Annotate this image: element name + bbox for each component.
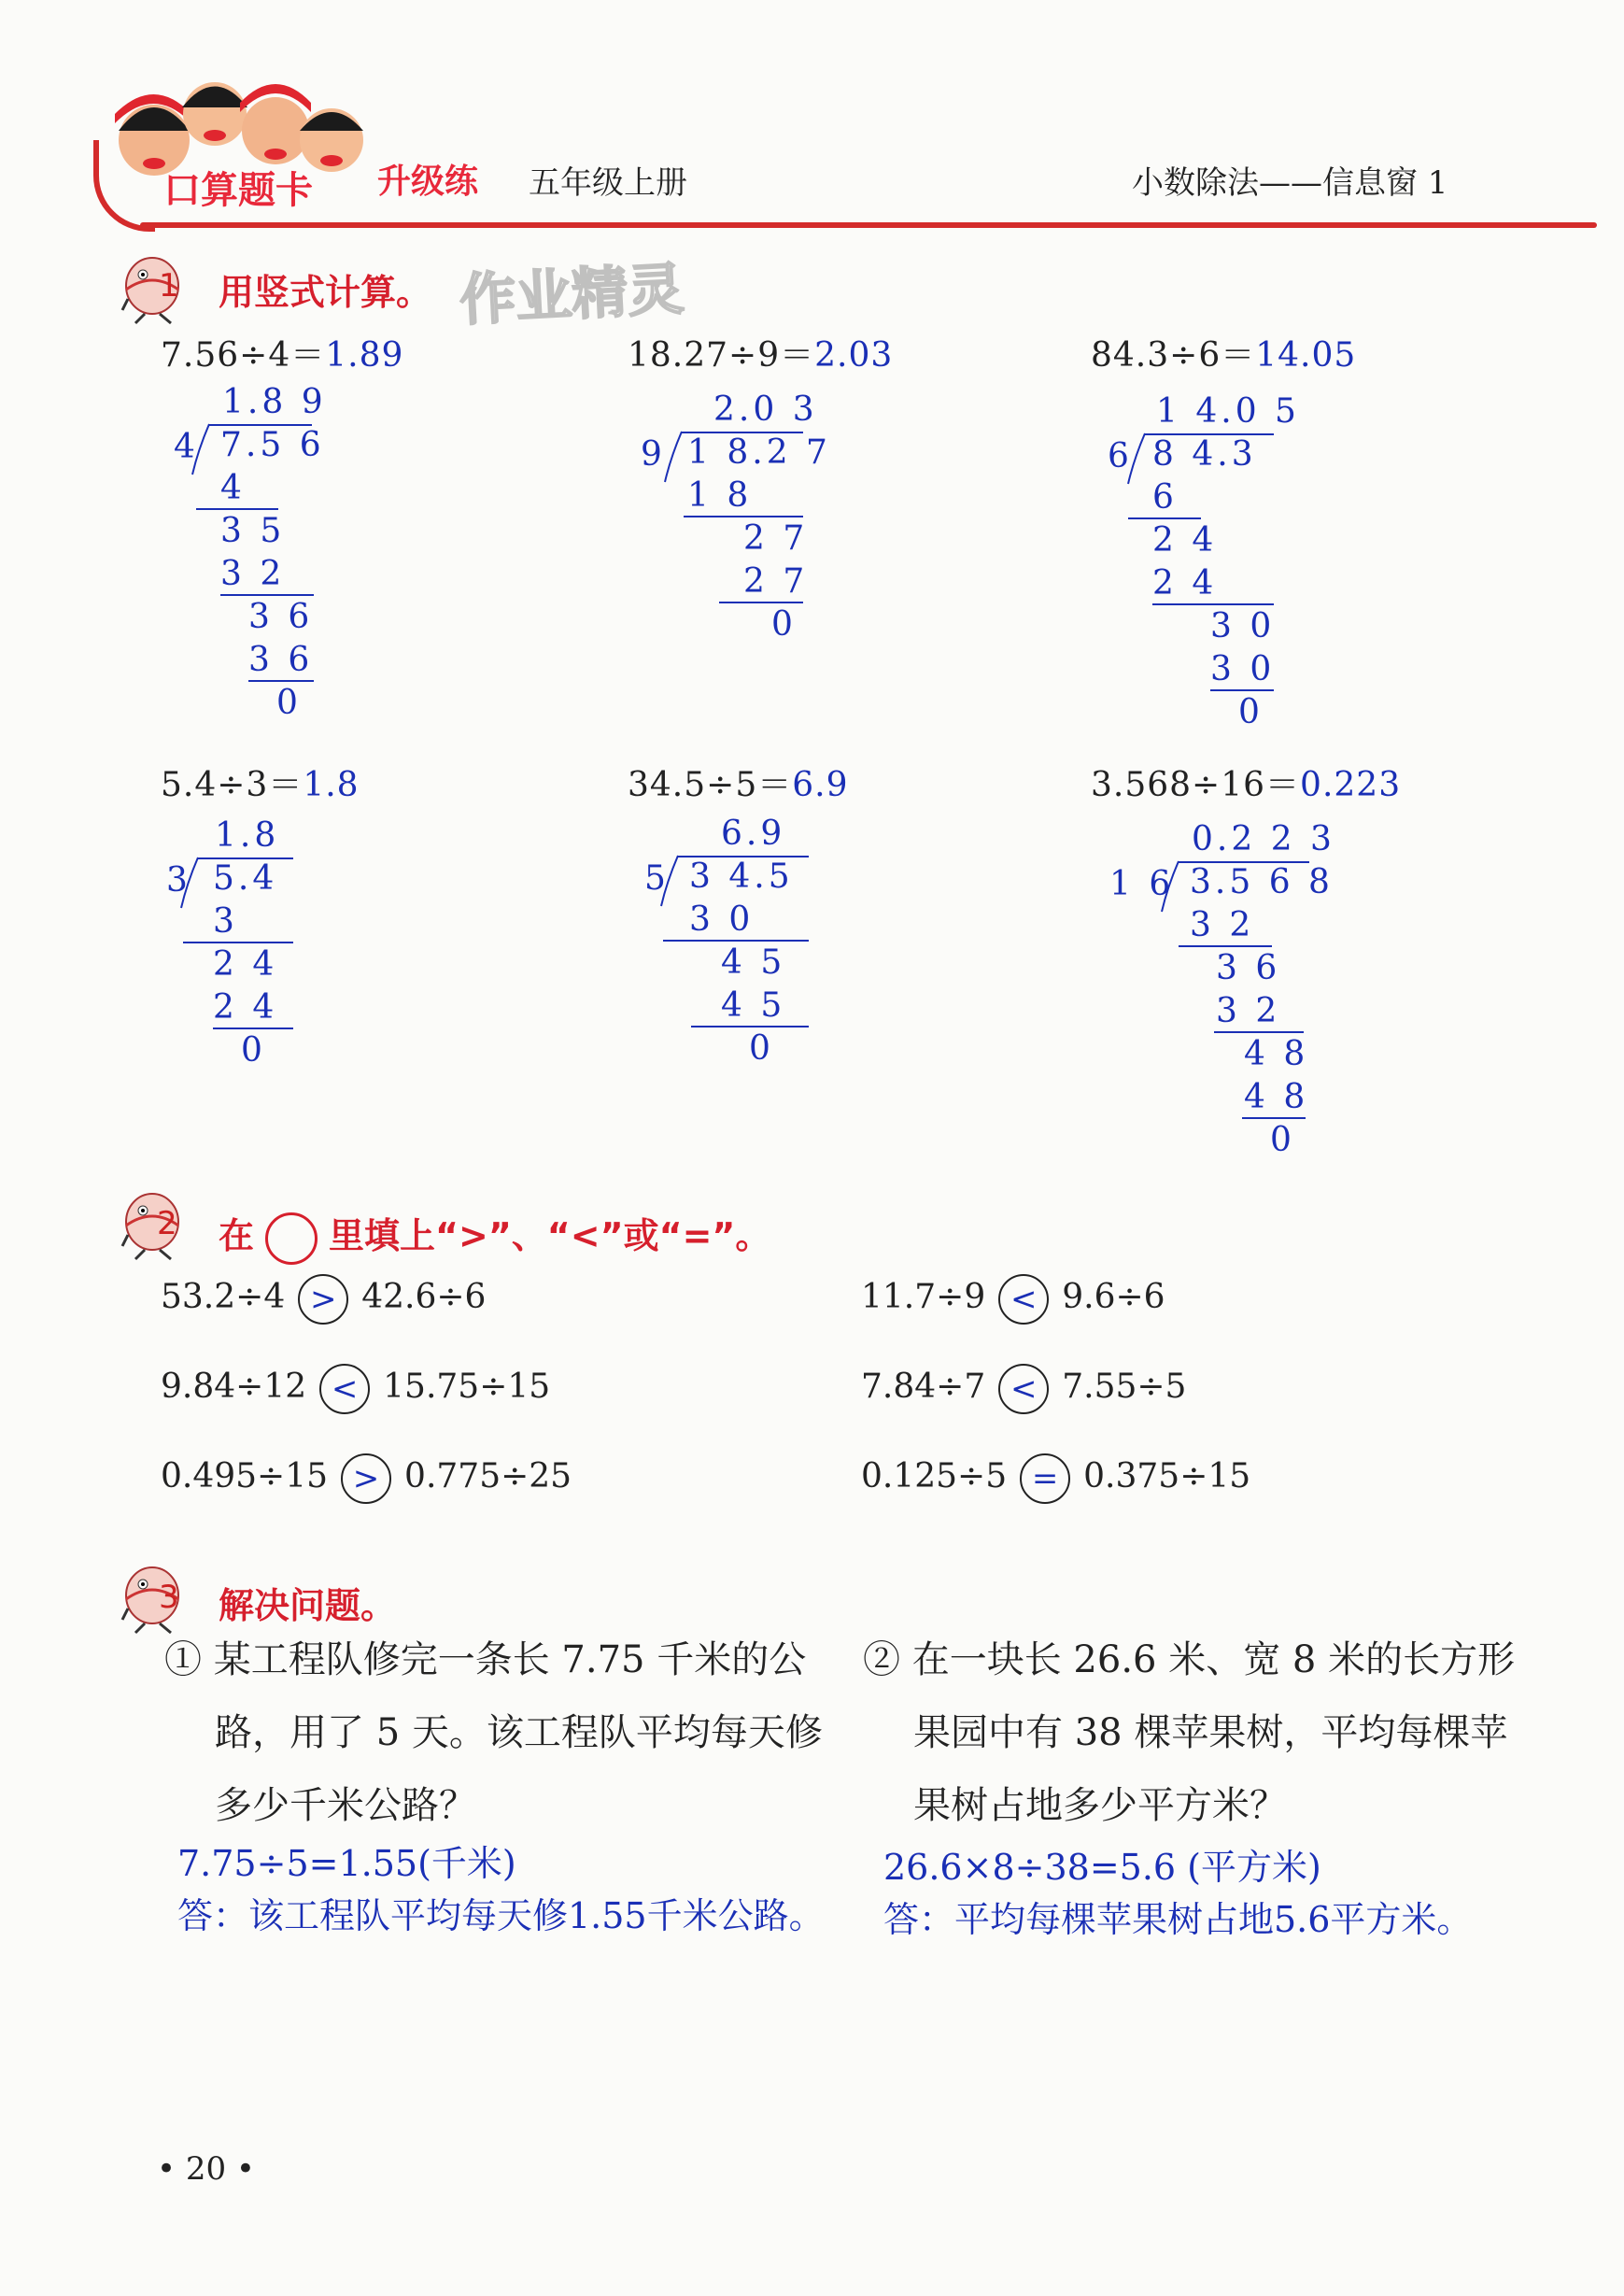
logo-text: 口算题卡: [163, 169, 313, 212]
division-equation: 84.3÷6＝14.05: [1091, 336, 1357, 375]
solution-equation: 7.75÷5=1.55(千米): [177, 1843, 516, 1884]
comparison-item: 11.7÷9 < 9.6÷6: [861, 1274, 1165, 1325]
comparison-circle: >: [298, 1274, 348, 1325]
section-3-number: 3: [159, 1579, 179, 1616]
section-1-title: 用竖式计算。: [219, 272, 432, 313]
series-label: 升级练: [377, 163, 479, 201]
empty-circle-icon: [265, 1212, 318, 1265]
problem-marker: ②: [863, 1638, 900, 1681]
division-equation: 18.27÷9＝2.03: [628, 336, 894, 375]
division-equation: 3.568÷16＝0.223: [1091, 766, 1402, 804]
grade-label: 五年级上册: [529, 164, 687, 202]
page-number: • 20 •: [157, 2150, 255, 2188]
solution-equation: 26.6×8÷38=5.6 (平方米): [883, 1847, 1321, 1888]
comparison-item: 7.84÷7 < 7.55÷5: [861, 1364, 1186, 1414]
header-rule: [140, 222, 1597, 228]
solution-answer: 答：平均每棵苹果树占地5.6平方米。: [883, 1899, 1473, 1940]
comparison-item: 0.495÷15 > 0.775÷25: [161, 1453, 572, 1504]
comparison-circle: <: [998, 1274, 1049, 1325]
chapter-label: 小数除法——信息窗 1: [1132, 164, 1448, 202]
section-2-number: 2: [157, 1205, 177, 1242]
word-problem: ① 某工程队修完一条长 7.75 千米的公 路，用了 5 天。该工程队平均每天修 多少千米公路？: [164, 1638, 823, 1827]
comparison-circle: <: [998, 1364, 1049, 1414]
comparison-circle: >: [341, 1453, 391, 1504]
division-equation: 5.4÷3＝1.8: [161, 766, 360, 804]
comparison-item: 53.2÷4 > 42.6÷6: [161, 1274, 486, 1325]
bird-badge-icon: [117, 252, 191, 327]
bird-badge-icon: [117, 1188, 191, 1263]
section-1-number: 1: [159, 267, 179, 305]
problem-marker: ①: [164, 1638, 202, 1681]
comparison-item: 9.84÷12 < 15.75÷15: [161, 1364, 550, 1414]
comparison-circle: <: [319, 1364, 370, 1414]
header: [0, 0, 1624, 234]
comparison-circle: =: [1020, 1453, 1070, 1504]
word-problem: ② 在一块长 26.6 米、宽 8 米的长方形 果园中有 38 棵苹果树，平均每棵苹 果树占地多少平方米？: [863, 1638, 1516, 1827]
header-curve: [93, 140, 155, 232]
comparison-item: 0.125÷5 = 0.375÷15: [861, 1453, 1250, 1504]
section-2-title: 在 里填上“>”、“<”或“=”。: [219, 1207, 770, 1265]
division-equation: 7.56÷4＝1.89: [161, 336, 404, 375]
section-3-title: 解决问题。: [219, 1585, 397, 1626]
division-equation: 34.5÷5＝6.9: [628, 766, 849, 804]
solution-answer: 答：该工程队平均每天修1.55千米公路。: [177, 1895, 825, 1936]
watermark: 作业精灵: [458, 256, 685, 334]
